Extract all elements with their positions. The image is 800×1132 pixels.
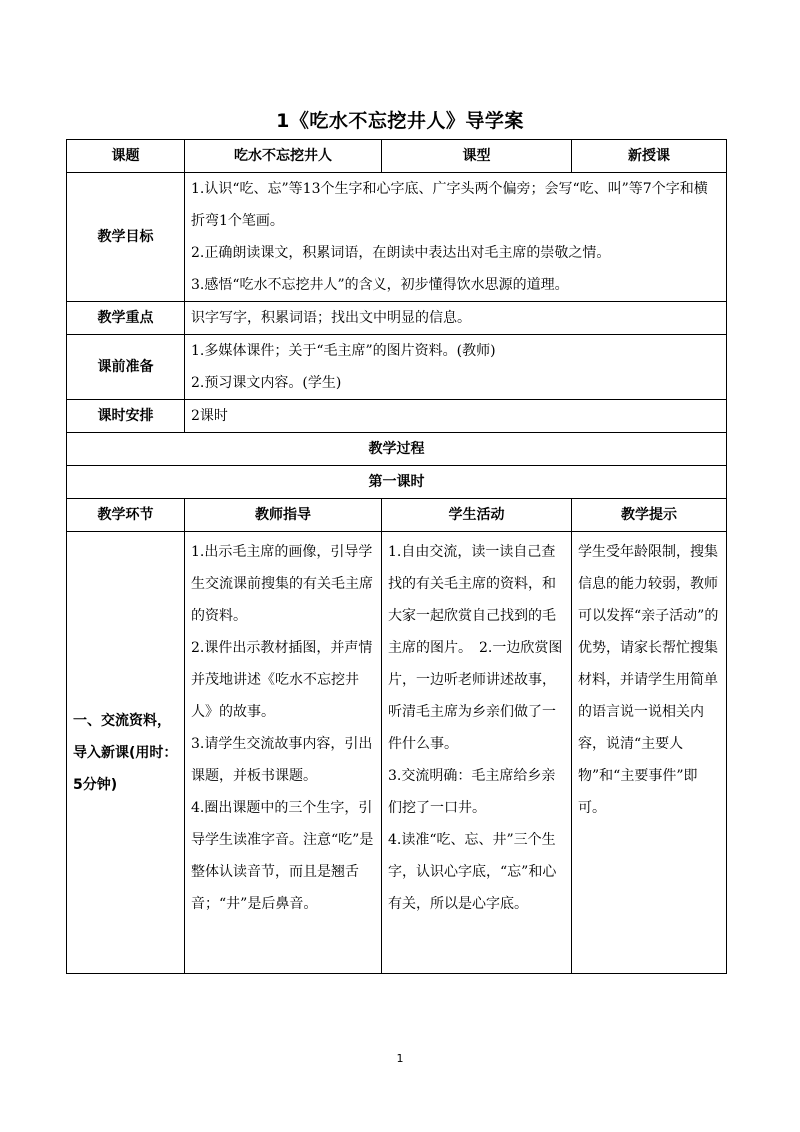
step1-row [67, 532, 727, 974]
student-item: 4.读准“吃、忘、井”三个生字，认识心字底，“忘”和心有关，所以是心字底。 [388, 832, 557, 912]
header-row [67, 140, 727, 173]
prep-item: 2.预习课文内容。(学生) [191, 375, 342, 391]
focus-row [67, 302, 727, 335]
focus-label: 教学重点 [67, 302, 185, 335]
step1-student [382, 532, 572, 974]
step1-label: 一、交流资料，导入新课(用时：5分钟) [67, 532, 185, 974]
schedule-value: 2课时 [185, 400, 727, 433]
column-header-step: 教学环节 [67, 499, 185, 532]
lesson-plan-table [66, 139, 727, 974]
process-title-row [67, 433, 727, 466]
schedule-label: 课时安排 [67, 400, 185, 433]
page-title: 1《吃水不忘挖井人》导学案 [276, 110, 524, 132]
prep-item: 1.多媒体课件；关于“毛主席”的图片资料。(教师) [191, 343, 496, 359]
teacher-item: 3.请学生交流故事内容，引出课题，并板书课题。 [191, 736, 373, 784]
goals-content [185, 173, 727, 302]
goals-row [67, 173, 727, 302]
column-header-teacher: 教师指导 [185, 499, 382, 532]
type-label: 课型 [382, 140, 572, 173]
teacher-item: 4.圈出课题中的三个生字，引导学生读准字音。注意“吃”是整体认读音节，而且是翘舌音；“井”是后鼻音。 [191, 800, 374, 912]
prep-content [185, 335, 727, 400]
column-header-student: 学生活动 [382, 499, 572, 532]
goal-item: 1.认识“吃、忘”等13个生字和心字底、广字头两个偏旁；会写“吃、叫”等7个字和横折弯1个笔画。 [191, 181, 708, 229]
schedule-row [67, 400, 727, 433]
prep-row [67, 335, 727, 400]
teacher-item: 1.出示毛主席的画像，引导学生交流课前搜集的有关毛主席的资料。 [191, 544, 373, 624]
column-header-tips: 教学提示 [572, 499, 727, 532]
lesson-title-row [67, 466, 727, 499]
process-title: 教学过程 [67, 433, 727, 466]
focus-value: 识字写字，积累词语；找出文中明显的信息。 [185, 302, 727, 335]
step1-tips: 学生受年龄限制，搜集信息的能力较弱，教师可以发挥“亲子活动”的优势，请家长帮忙搜集材料，并请学生用简单的语言说一说相关内容，说清“主要人物”和“主要事件”即可。 [572, 532, 727, 974]
columns-row [67, 499, 727, 532]
goals-label: 教学目标 [67, 173, 185, 302]
student-item: 3.交流明确：毛主席给乡亲们挖了一口井。 [388, 768, 556, 816]
step1-teacher [185, 532, 382, 974]
page-number: 1 [396, 1052, 404, 1065]
student-item: 1.自由交流，读一读自己查找的有关毛主席的资料，和大家一起欣赏自己找到的毛主席的图片。 2.一边欣赏图片，一边听老师讲述故事，听清毛主席为乡亲们做了一件什么事。 [388, 544, 563, 752]
topic-value: 吃水不忘挖井人 [185, 140, 382, 173]
goal-item: 2.正确朗读课文，积累词语，在朗读中表达出对毛主席的崇敬之情。 [191, 245, 611, 261]
teacher-item: 2.课件出示教材插图，并声情并茂地讲述《吃水不忘挖井人》的故事。 [191, 640, 373, 720]
goal-item: 3.感悟“吃水不忘挖井人”的含义，初步懂得饮水思源的道理。 [191, 277, 569, 293]
lesson-title: 第一课时 [67, 466, 727, 499]
topic-label: 课题 [67, 140, 185, 173]
prep-label: 课前准备 [67, 335, 185, 400]
type-value: 新授课 [572, 140, 727, 173]
